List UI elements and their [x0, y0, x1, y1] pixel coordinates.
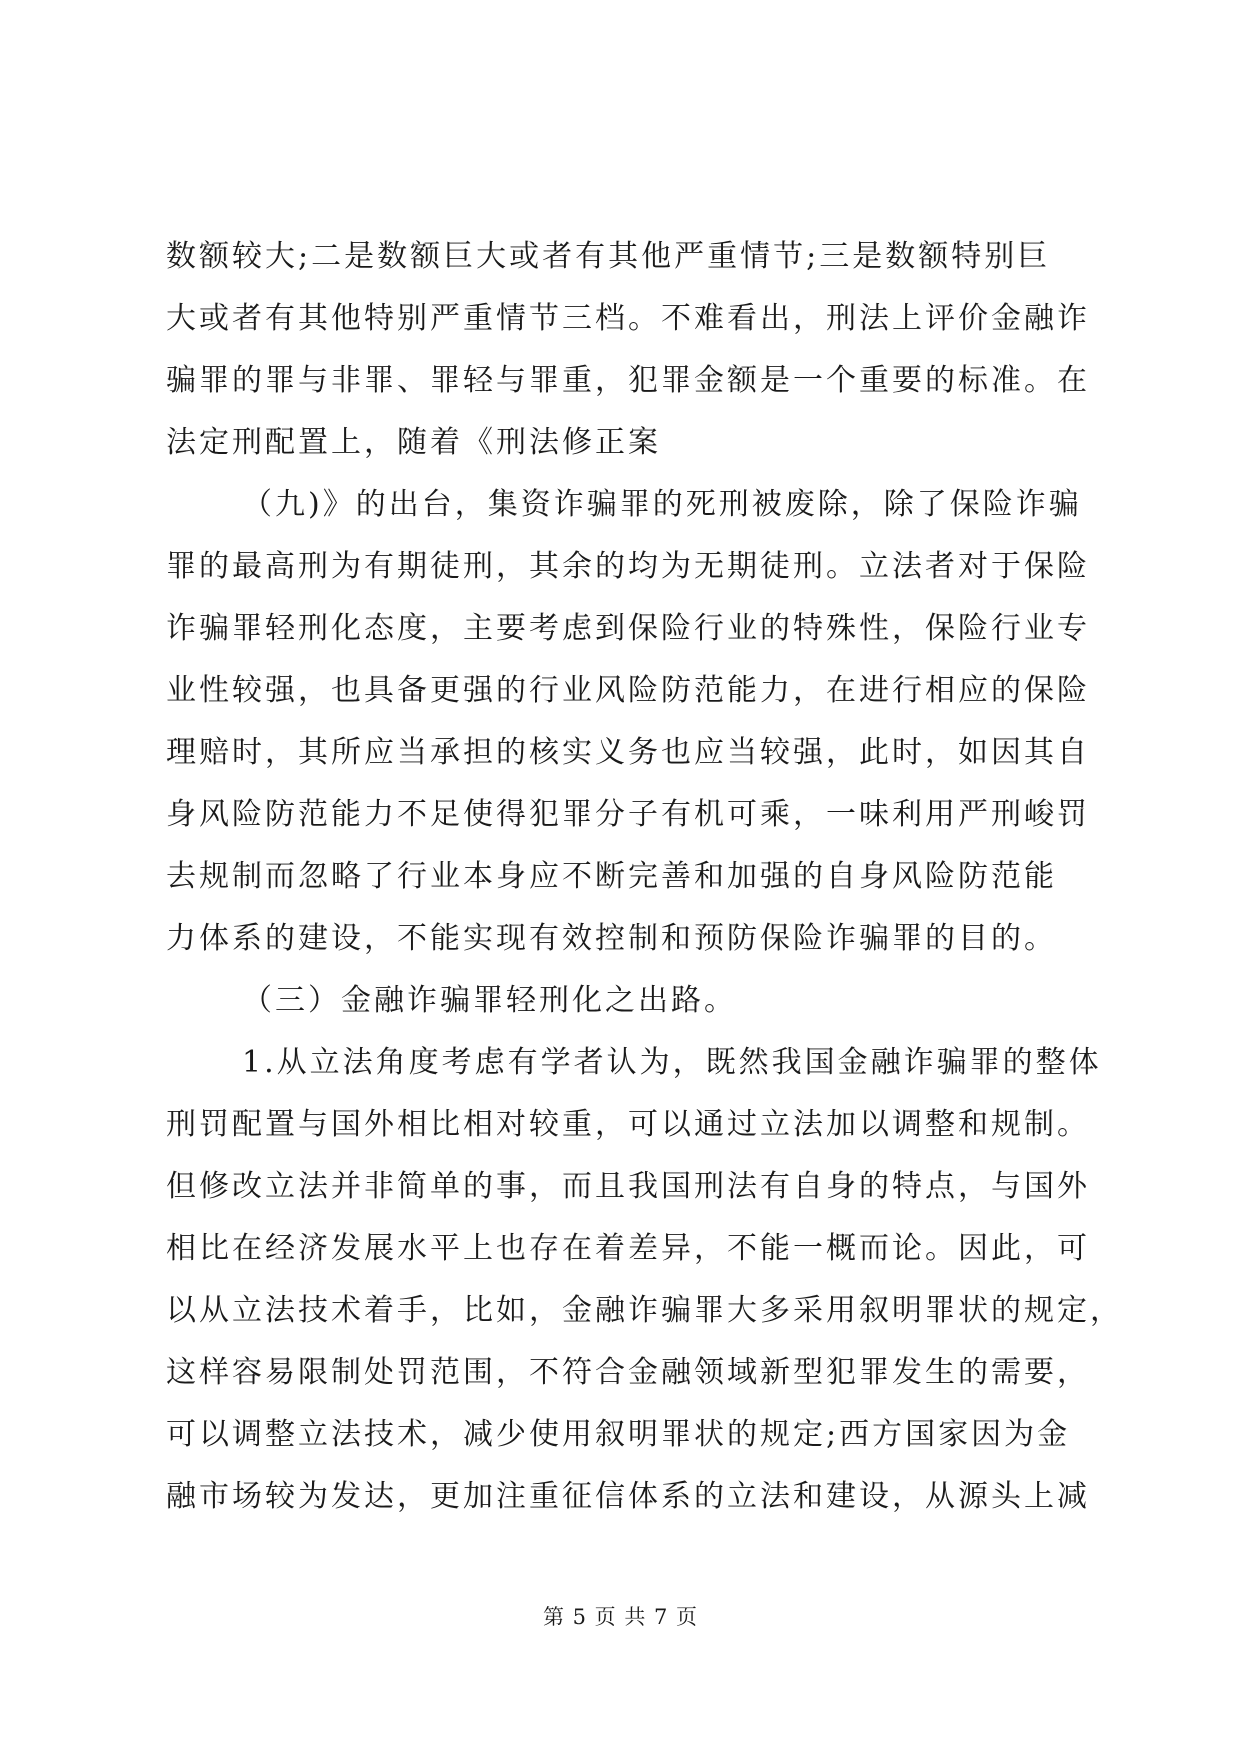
section-heading: （三）金融诈骗罪轻刑化之出路。	[242, 983, 737, 1018]
text-line: 业性较强，也具备更强的行业风险防范能力，在进行相应的保险	[166, 673, 1090, 708]
body-text	[166, 226, 1123, 1528]
text-line: 诈骗罪轻刑化态度，主要考虑到保险行业的特殊性，保险行业专	[166, 611, 1090, 646]
text-line: 理赔时，其所应当承担的核实义务也应当较强，此时，如因其自	[166, 735, 1090, 770]
text-line: 相比在经济发展水平上也存在着差异，不能一概而论。因此，可	[166, 1231, 1090, 1266]
page-number-footer: 第 5 页 共 7 页	[542, 1605, 699, 1629]
text-line: 可以调整立法技术，减少使用叙明罪状的规定;西方国家因为金	[166, 1417, 1071, 1452]
text-line: 数额较大;二是数额巨大或者有其他严重情节;三是数额特别巨	[166, 239, 1051, 274]
text-line: 身风险防范能力不足使得犯罪分子有机可乘，一味利用严刑峻罚	[166, 797, 1090, 832]
text-line: （九)》的出台，集资诈骗罪的死刑被废除，除了保险诈骗	[242, 487, 1082, 522]
text-line: 罪的最高刑为有期徒刑，其余的均为无期徒刑。立法者对于保险	[166, 549, 1090, 584]
text-line: 以从立法技术着手，比如，金融诈骗罪大多采用叙明罪状的规定，	[166, 1293, 1123, 1328]
text-line: 刑罚配置与国外相比相对较重，可以通过立法加以调整和规制。	[166, 1107, 1090, 1142]
text-line: 骗罪的罪与非罪、罪轻与罪重，犯罪金额是一个重要的标准。在	[166, 363, 1090, 398]
text-line: 但修改立法并非简单的事，而且我国刑法有自身的特点，与国外	[166, 1169, 1090, 1204]
text-line: 融市场较为发达，更加注重征信体系的立法和建设，从源头上减	[166, 1479, 1090, 1514]
text-line: 大或者有其他特别严重情节三档。不难看出，刑法上评价金融诈	[166, 301, 1090, 336]
text-line: 去规制而忽略了行业本身应不断完善和加强的自身风险防范能	[166, 859, 1057, 894]
text-line: 这样容易限制处罚范围，不符合金融领域新型犯罪发生的需要，	[166, 1355, 1090, 1390]
text-line: 法定刑配置上，随着《刑法修正案	[166, 425, 661, 460]
text-line: 1.从立法角度考虑有学者认为，既然我国金融诈骗罪的整体	[242, 1045, 1102, 1080]
text-line: 力体系的建设，不能实现有效控制和预防保险诈骗罪的目的。	[166, 921, 1057, 956]
